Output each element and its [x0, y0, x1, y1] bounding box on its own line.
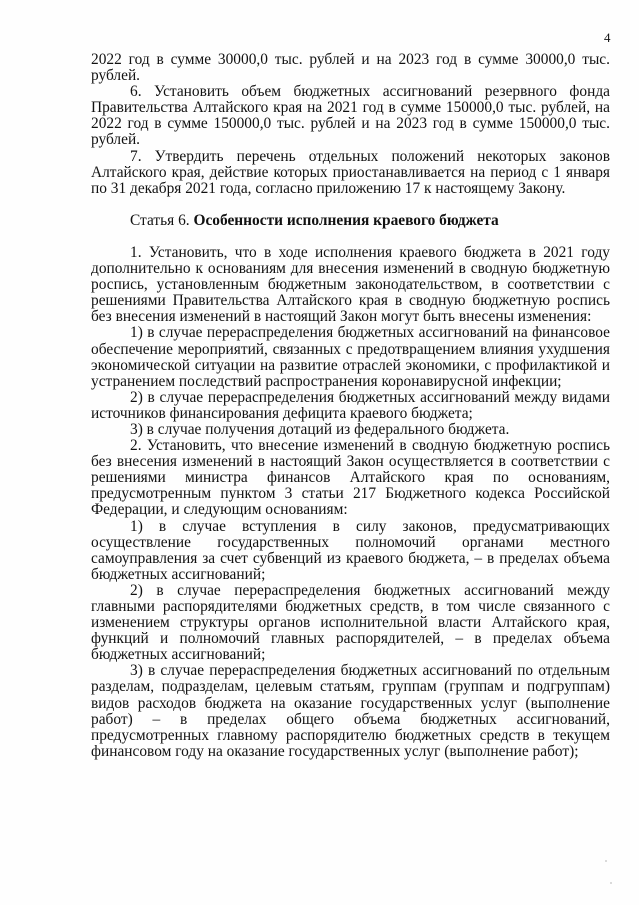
paragraph-item-6: 6. Установить объем бюджетных ассигнований резервного фонда Правительства Алтайского края на 2021 год в сумме 150000,0 тыс. рублей, на 2022 год в сумме 150000,0 тыс. рублей и на 2023 год в сумме 150000,0 тыс. рублей.	[91, 83, 610, 149]
article-heading	[91, 213, 610, 229]
paragraph-item-7: 7. Утвердить перечень отдельных положений некоторых законов Алтайского края, действие которых приостанавливается на период с 1 января по 31 декабря 2021 года, согласно приложению 17 к настоящему Закону.	[91, 147, 610, 197]
scan-speck	[610, 882, 612, 884]
scan-speck	[605, 860, 607, 862]
article-paragraph-1: 1. Установить, что в ходе исполнения краевого бюджета в 2021 году дополнительно к основаниям для внесения изменений в сводную бюджетную роспись, установленным бюджетным законодательством, в соответствии с решениями Правительства Алтайского края в сводную бюджетную роспись без внесения изменений в настоящий Закон могут быть внесены изменения:	[91, 243, 610, 326]
article-subitem-1-3: 3) в случае получения дотаций из федерального бюджета.	[130, 420, 510, 438]
page-number: 4	[604, 30, 611, 45]
article-subitem-2-2: 2) в случае перераспределения бюджетных ассигнований между главными распорядителями бюджетных средств, в том числе связанного с изменением структуры органов исполнительной власти Алтайского края, функций и полномочий главных распорядителей, – в пределах объема бюджетных ассигнований;	[91, 581, 610, 664]
document-body	[91, 52, 610, 760]
paragraph-continuation: 2022 год в сумме 30000,0 тыс. рублей и на 2023 год в сумме 30000,0 тыс. рублей.	[91, 51, 610, 85]
article-title: Особенности исполнения краевого бюджета	[193, 211, 499, 229]
article-prefix: Статья 6.	[130, 211, 194, 229]
article-paragraph-2: 2. Установить, что внесение изменений в сводную бюджетную роспись без внесения изменений в настоящий Закон осуществляется в соответствии с решениями министра финансов Алтайского края по основаниям, предусмотренным пунктом 3 статьи 217 Бюджетного кодекса Российской Федерации, и следующим основаниям:	[91, 437, 610, 519]
article-subitem-1-1: 1) в случае перераспределения бюджетных ассигнований на финансовое обеспечение мероприятий, связанных с предотвращением влияния ухудшения экономической ситуации на развитие отраслей экономики, с профилактикой и устранением последствий распространения коронавирусной инфекции;	[91, 324, 610, 390]
article-subitem-1-2: 2) в случае перераспределения бюджетных ассигнований между видами источников финансирования дефицита краевого бюджета;	[91, 388, 610, 422]
article-subitem-2-3: 3) в случае перераспределения бюджетных ассигнований по отдельным разделам, подразделам, целевым статьям, группам (группам и подгруппам) видов расходов бюджета на оказание государственных услуг (выполнение работ) – в пределах общего объема бюджетных ассигнований, предусмотренных главному распорядителю бюджетных средств в текущем финансовом году на оказание государственных услуг (выполнение работ);	[91, 662, 610, 760]
article-subitem-2-1: 1) в случае вступления в силу законов, предусматривающих осуществление государственных полномочий органами местного самоуправления за счет субвенций из краевого бюджета, – в пределах объема бюджетных ассигнований;	[91, 517, 610, 583]
